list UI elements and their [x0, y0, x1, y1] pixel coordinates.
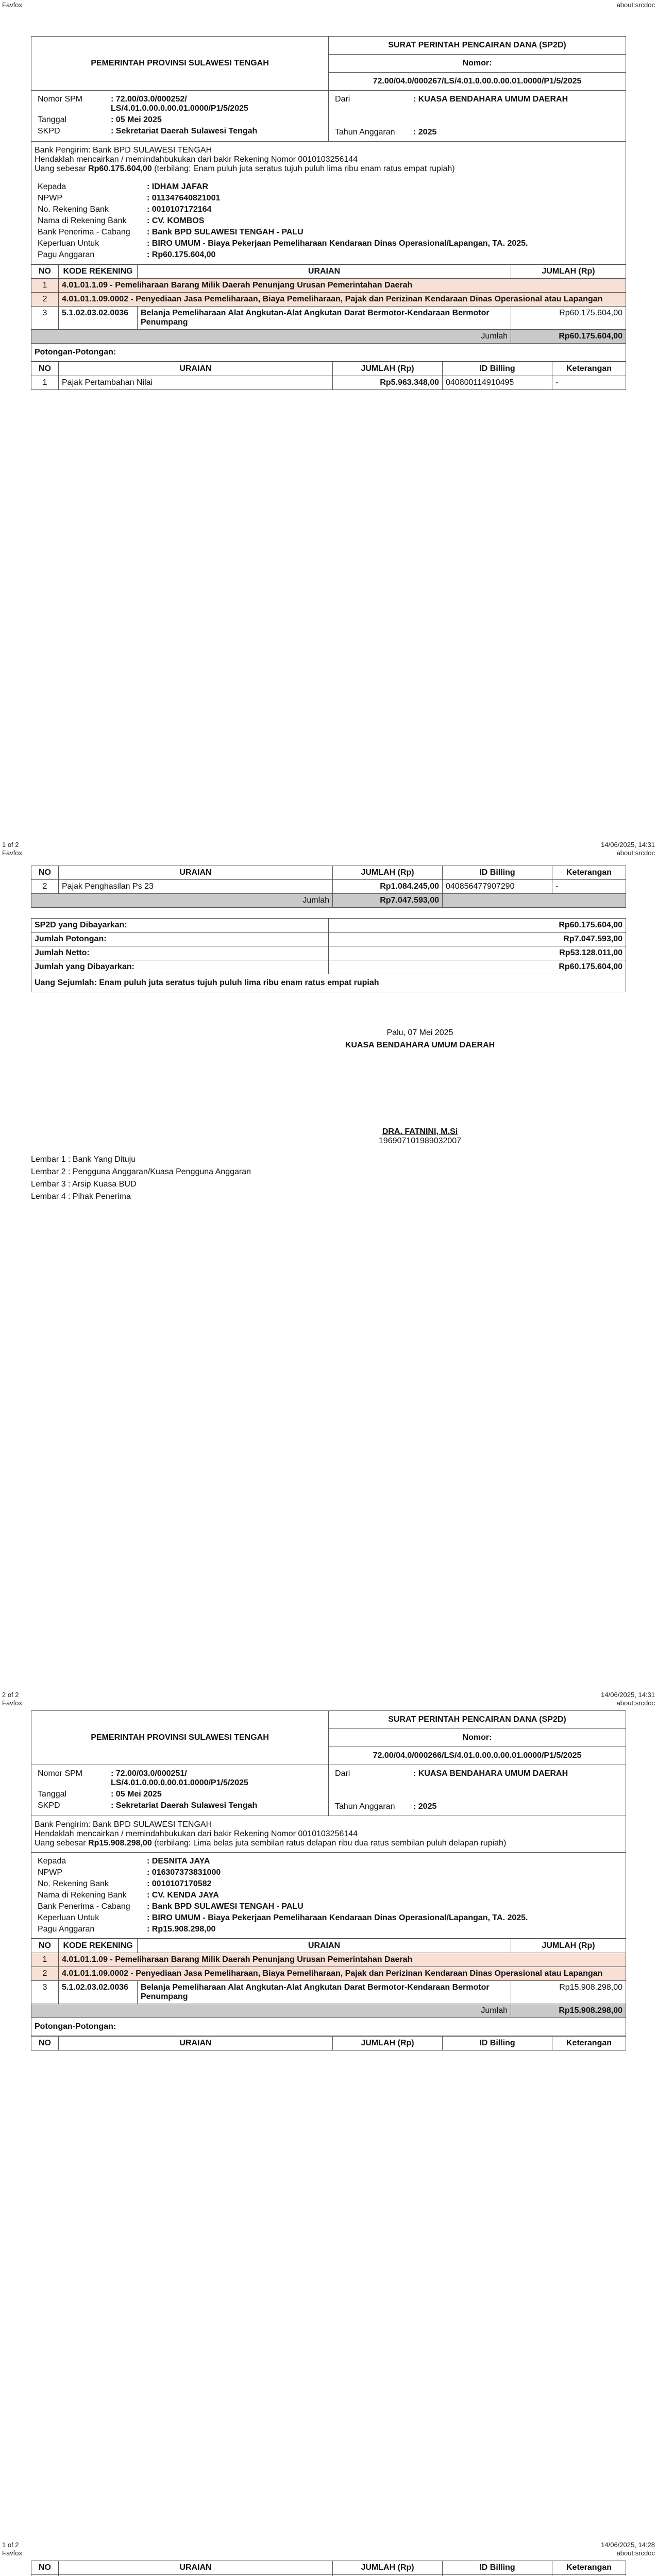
bank-pengirim: Bank Pengirim: Bank BPD SULAWESI TENGAH: [35, 146, 212, 155]
penerima-value: : BIRO UMUM - Biaya Pekerjaan Pemeliharaan Kendaraan Dinas Operasional/Lapangan, TA. 2025.: [147, 1913, 528, 1922]
row-uraian: Belanja Pemeliharaan Alat Angkutan-Alat Angkutan Darat Bermotor-Kendaraan Bermotor Penumpang: [138, 1981, 511, 2004]
penerima-row: [35, 215, 622, 227]
penerima-value: : Bank BPD SULAWESI TENGAH - PALU: [147, 228, 304, 236]
lembar-list: [31, 1155, 626, 1201]
signature-block: [335, 1028, 505, 1146]
doc-title: SURAT PERINTAH PENCAIRAN DANA (SP2D): [329, 37, 626, 55]
rekening-row: [31, 293, 626, 307]
doc-number: 72.00/04.0/000267/LS/4.01.0.00.0.00.01.0000/P1/5/2025: [373, 77, 582, 86]
jumlah-value: Rp15.908.298,00: [511, 2004, 626, 2018]
rekening-row: [31, 1953, 626, 1967]
spm-block: [31, 91, 626, 142]
jumlah-label: Jumlah: [31, 2004, 511, 2018]
penerima-value: : 0010107170582: [147, 1879, 212, 1888]
signer-name: DRA. FATNINI, M.Si: [382, 1127, 458, 1136]
penerima-key: No. Rekening Bank: [38, 1879, 109, 1888]
jumlah-value: Rp60.175.604,00: [511, 330, 626, 344]
penerima-key: Nama di Rekening Bank: [38, 216, 127, 225]
pcol-no: NO: [31, 2561, 59, 2575]
pcol-no: NO: [31, 362, 59, 376]
uang-sebesar: Uang sebesar Rp60.175.604,00 (terbilang: Enam puluh juta seratus tujuh puluh lima ribu enam ratus empat rupiah): [35, 164, 455, 173]
prow-jumlah: Rp1.084.245,00: [333, 880, 443, 894]
summary-row: [31, 946, 626, 960]
penerima-value: : 011347640821001: [147, 194, 221, 202]
prow-uraian: Pajak Penghasilan Ps 23: [59, 880, 333, 894]
penerima-block: [31, 1853, 626, 1939]
potongan-title: Potongan-Potongan:: [31, 344, 626, 362]
penerima-value: : DESNITA JAYA: [147, 1857, 210, 1866]
browser-header: Favfox about:srcdoc: [2, 849, 655, 857]
col-no: NO: [31, 1939, 59, 1953]
ta-label: Tahun Anggaran: [335, 128, 395, 137]
nomor-label: Nomor:: [329, 1729, 626, 1747]
penerima-key: Kepada: [38, 182, 66, 191]
page-footer: 1 of 2 14/06/2025, 14:28: [2, 2541, 655, 2549]
dari-label: Dari: [335, 95, 350, 104]
pcol-jumlah: JUMLAH (Rp): [333, 362, 443, 376]
browser-header: Favfox about:srcdoc: [2, 1699, 655, 1707]
penerima-row: [35, 181, 622, 193]
potongan-title: Potongan-Potongan:: [31, 2018, 626, 2036]
penerima-key: Pagu Anggaran: [38, 1925, 95, 1934]
penerima-key: Pagu Anggaran: [38, 250, 95, 259]
lembar-item: Lembar 1 : Bank Yang Dituju: [31, 1155, 136, 1164]
row-jumlah: Rp15.908.298,00: [511, 1981, 626, 2004]
jumlah-label: Jumlah: [31, 330, 511, 344]
skpd-label: SKPD: [38, 1801, 60, 1810]
penerima-row: [35, 249, 622, 261]
sp2d-page-2: [31, 2561, 626, 2576]
penerima-row: [35, 204, 622, 215]
penerima-value: : CV. KENDA JAYA: [147, 1891, 219, 1900]
penerima-row: [35, 238, 622, 249]
penerima-row: [35, 1912, 622, 1924]
penerima-key: NPWP: [38, 194, 62, 202]
penerima-key: No. Rekening Bank: [38, 205, 109, 214]
sp2d-header: [31, 36, 626, 91]
row-jumlah: Rp60.175.604,00: [511, 307, 626, 330]
lembar-item: Lembar 4 : Pihak Penerima: [31, 1192, 131, 1201]
rekening-table: [31, 264, 626, 344]
col-no: NO: [31, 265, 59, 279]
summary-table: [31, 918, 626, 974]
pcol-billing: ID Billing: [443, 2037, 552, 2050]
rekening-row: [31, 307, 626, 330]
pcol-no: NO: [31, 2037, 59, 2050]
terbilang: Uang Sejumlah: Enam puluh juta seratus tujuh puluh lima ribu enam ratus empat rupiah: [31, 974, 626, 992]
pcol-jumlah: JUMLAH (Rp): [333, 2037, 443, 2050]
hendaklah-text: Hendaklah mencairkan / memindahbukukan dari bakir Rekening Nomor 0010103256144: [35, 155, 358, 164]
signer-title: KUASA BENDAHARA UMUM DAERAH: [345, 1041, 495, 1049]
spm-value: : 72.00/03.0/000252/ LS/4.01.0.00.0.00.01.0000/P1/5/2025: [111, 95, 248, 113]
pcol-ket: Keterangan: [552, 2561, 626, 2575]
lembar-item: Lembar 2 : Pengguna Anggaran/Kuasa Pengguna Anggaran: [31, 1167, 251, 1176]
potongan-row: [31, 880, 626, 894]
potongan-row: [31, 376, 626, 390]
penerima-row: [35, 1924, 622, 1935]
tanggal-value: : 05 Mei 2025: [111, 1790, 162, 1799]
page-footer: 1 of 2 14/06/2025, 14:31: [2, 841, 655, 849]
penerima-row: [35, 1878, 622, 1890]
prow-billing: 040800114910495: [443, 376, 552, 390]
penerima-value: : 016307373831000: [147, 1868, 221, 1877]
penerima-key: NPWP: [38, 1868, 62, 1877]
col-jumlah: JUMLAH (Rp): [511, 1939, 626, 1953]
penerima-key: Keperluan Untuk: [38, 239, 99, 248]
row-uraian: 4.01.01.1.09.0002 - Penyediaan Jasa Pemeliharaan, Biaya Pemeliharaan, Pajak dan Perizinan Kendaraan Dinas Operasional atau Lapangan: [59, 293, 626, 307]
prow-uraian: Pajak Pertambahan Nilai: [59, 376, 333, 390]
place-date: Palu, 07 Mei 2025: [386, 1028, 453, 1037]
dari-label: Dari: [335, 1769, 350, 1778]
rekening-row: [31, 279, 626, 293]
skpd-label: SKPD: [38, 127, 60, 135]
summary-row: [31, 919, 626, 933]
row-kode: 5.1.02.03.02.0036: [59, 307, 138, 330]
spm-block: [31, 1765, 626, 1816]
row-uraian: 4.01.01.1.09.0002 - Penyediaan Jasa Pemeliharaan, Biaya Pemeliharaan, Pajak dan Perizinan Kendaraan Dinas Operasional atau Lapangan: [59, 1967, 626, 1981]
potongan-table: [31, 362, 626, 390]
penerima-key: Bank Penerima - Cabang: [38, 228, 130, 236]
skpd-value: : Sekretariat Daerah Sulawesi Tengah: [111, 127, 258, 135]
row-kode: 5.1.02.03.02.0036: [59, 1981, 138, 2004]
doc-number: 72.00/04.0/000266/LS/4.01.0.00.0.00.01.0000/P1/5/2025: [373, 1751, 582, 1760]
penerima-block: [31, 178, 626, 264]
dari-value: : KUASA BENDAHARA UMUM DAERAH: [413, 1769, 568, 1778]
potongan-table-cont: [31, 866, 626, 908]
penerima-row: [35, 1856, 622, 1867]
pcol-billing: ID Billing: [443, 2561, 552, 2575]
tanggal-value: : 05 Mei 2025: [111, 115, 162, 124]
penerima-value: : CV. KOMBOS: [147, 216, 205, 225]
summary-label: Jumlah yang Dibayarkan:: [31, 960, 329, 974]
summary-label: SP2D yang Dibayarkan:: [31, 919, 329, 933]
browser-header: Favfox about:srcdoc: [2, 1, 655, 9]
penerima-row: [35, 227, 622, 238]
pcol-uraian: URAIAN: [59, 2561, 333, 2575]
sp2d-header: [31, 1710, 626, 1765]
summary-value: Rp60.175.604,00: [329, 960, 626, 974]
col-jumlah: JUMLAH (Rp): [511, 265, 626, 279]
rekening-row: [31, 1981, 626, 2004]
penerima-row: [35, 1867, 622, 1878]
penerima-value: : IDHAM JAFAR: [147, 182, 209, 191]
bank-pengirim: Bank Pengirim: Bank BPD SULAWESI TENGAH: [35, 1820, 212, 1829]
prow-jumlah: Rp5.963.348,00: [333, 376, 443, 390]
rekening-table: [31, 1939, 626, 2018]
row-no: 2: [31, 293, 59, 307]
spm-label: Nomor SPM: [38, 1769, 83, 1778]
page-footer: 2 of 2 14/06/2025, 14:31: [2, 1691, 655, 1699]
prow-no: 2: [31, 880, 59, 894]
summary-row: [31, 960, 626, 974]
prow-billing: 040856477907290: [443, 880, 552, 894]
potongan-table: [31, 2036, 626, 2050]
penerima-value: : 0010107172164: [147, 205, 212, 214]
pjumlah-value: Rp7.047.593,00: [333, 894, 443, 908]
uang-sebesar: Uang sebesar Rp15.908.298,00 (terbilang: Lima belas juta sembilan ratus delapan ribu dua ratus sembilan puluh delapan rupiah): [35, 1839, 507, 1848]
ta-value: : 2025: [413, 128, 437, 137]
summary-value: Rp53.128.011,00: [329, 946, 626, 960]
bank-block: [31, 142, 626, 178]
sp2d-page-2: [31, 866, 626, 1205]
pcol-billing: ID Billing: [443, 362, 552, 376]
penerima-value: : BIRO UMUM - Biaya Pekerjaan Pemeliharaan Kendaraan Dinas Operasional/Lapangan, TA. 2025.: [147, 239, 528, 248]
row-no: 1: [31, 1953, 59, 1967]
col-kode: KODE REKENING: [59, 265, 138, 279]
prow-ket: -: [552, 880, 626, 894]
gov-name: PEMERINTAH PROVINSI SULAWESI TENGAH: [31, 1711, 329, 1765]
penerima-row: [35, 1890, 622, 1901]
pcol-jumlah: JUMLAH (Rp): [333, 866, 443, 880]
summary-label: Jumlah Potongan:: [31, 933, 329, 946]
col-uraian: URAIAN: [138, 265, 511, 279]
potongan-table-cont: [31, 2561, 626, 2576]
penerima-value: : Rp60.175.604,00: [147, 250, 216, 259]
col-kode: KODE REKENING: [59, 1939, 138, 1953]
pcol-ket: Keterangan: [552, 362, 626, 376]
penerima-value: : Rp15.908.298,00: [147, 1925, 216, 1934]
gov-name: PEMERINTAH PROVINSI SULAWESI TENGAH: [31, 37, 329, 91]
hendaklah-text: Hendaklah mencairkan / memindahbukukan dari bakir Rekening Nomor 0010103256144: [35, 1829, 358, 1838]
penerima-key: Kepada: [38, 1857, 66, 1866]
row-uraian: 4.01.01.1.09 - Pemeliharaan Barang Milik Daerah Penunjang Urusan Pemerintahan Daerah: [59, 279, 626, 293]
pcol-jumlah: JUMLAH (Rp): [333, 2561, 443, 2575]
row-uraian: 4.01.01.1.09 - Pemeliharaan Barang Milik Daerah Penunjang Urusan Pemerintahan Daerah: [59, 1953, 626, 1967]
sp2d-page-1: [31, 36, 626, 390]
ta-label: Tahun Anggaran: [335, 1802, 395, 1811]
penerima-value: : Bank BPD SULAWESI TENGAH - PALU: [147, 1902, 304, 1911]
col-uraian: URAIAN: [138, 1939, 511, 1953]
penerima-key: Keperluan Untuk: [38, 1913, 99, 1922]
signer-nip: 196907101989032007: [378, 1137, 462, 1145]
row-no: 3: [31, 1981, 59, 2004]
rekening-row: [31, 1967, 626, 1981]
lembar-item: Lembar 3 : Arsip Kuasa BUD: [31, 1180, 137, 1189]
pcol-billing: ID Billing: [443, 866, 552, 880]
pcol-no: NO: [31, 866, 59, 880]
pcol-ket: Keterangan: [552, 2037, 626, 2050]
pcol-uraian: URAIAN: [59, 866, 333, 880]
row-uraian: Belanja Pemeliharaan Alat Angkutan-Alat Angkutan Darat Bermotor-Kendaraan Bermotor Penumpang: [138, 307, 511, 330]
tanggal-label: Tanggal: [38, 1790, 67, 1799]
penerima-row: [35, 1901, 622, 1912]
row-no: 2: [31, 1967, 59, 1981]
row-no: 1: [31, 279, 59, 293]
pjumlah-label: Jumlah: [31, 894, 333, 908]
pcol-uraian: URAIAN: [59, 362, 333, 376]
dari-value: : KUASA BENDAHARA UMUM DAERAH: [413, 95, 568, 104]
summary-value: Rp60.175.604,00: [329, 919, 626, 933]
skpd-value: : Sekretariat Daerah Sulawesi Tengah: [111, 1801, 258, 1810]
pcol-uraian: URAIAN: [59, 2037, 333, 2050]
ta-value: : 2025: [413, 1802, 437, 1811]
spm-value: : 72.00/03.0/000251/ LS/4.01.0.00.0.00.01.0000/P1/5/2025: [111, 1769, 248, 1787]
bank-block: [31, 1816, 626, 1853]
browser-header: Favfox about:srcdoc: [2, 2549, 655, 2557]
doc-title: SURAT PERINTAH PENCAIRAN DANA (SP2D): [329, 1711, 626, 1729]
row-no: 3: [31, 307, 59, 330]
summary-value: Rp7.047.593,00: [329, 933, 626, 946]
summary-label: Jumlah Netto:: [31, 946, 329, 960]
tanggal-label: Tanggal: [38, 115, 67, 124]
penerima-row: [35, 193, 622, 204]
penerima-key: Bank Penerima - Cabang: [38, 1902, 130, 1911]
pcol-ket: Keterangan: [552, 866, 626, 880]
nomor-label: Nomor:: [329, 55, 626, 73]
prow-ket: -: [552, 376, 626, 390]
penerima-key: Nama di Rekening Bank: [38, 1891, 127, 1900]
summary-row: [31, 933, 626, 946]
sp2d-page-1: [31, 1710, 626, 2050]
spm-label: Nomor SPM: [38, 95, 83, 104]
prow-no: 1: [31, 376, 59, 390]
